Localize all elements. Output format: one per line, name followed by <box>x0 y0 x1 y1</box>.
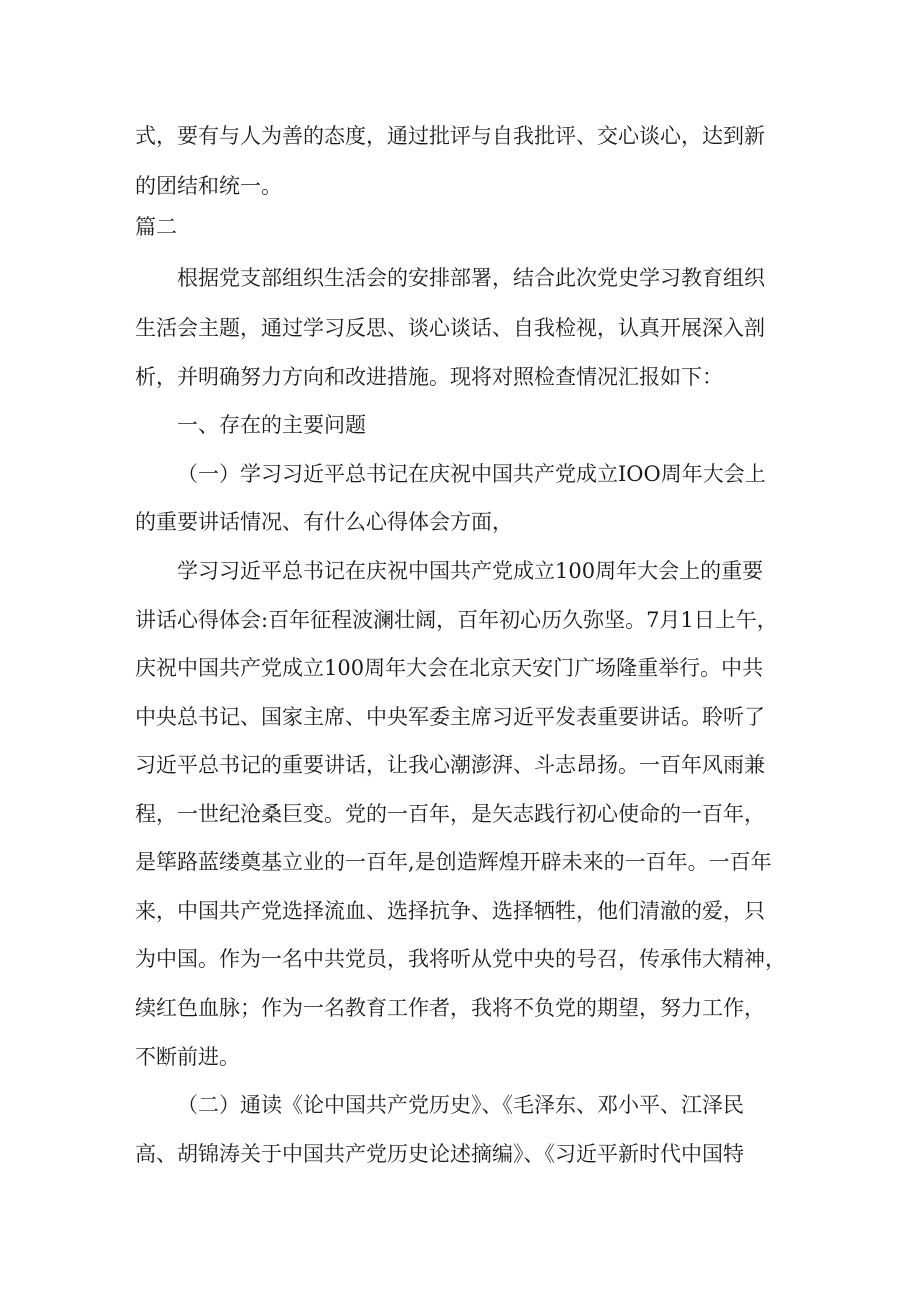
text-line: 生活会主题，通过学习反思、谈心谈话、自我检视，认真开展深入剖 <box>135 316 765 340</box>
text-line: 中央总书记、国家主席、中央军委主席习近平发表重要讲话。聆听了 <box>135 705 765 729</box>
text-line: 不断前进。 <box>135 1045 240 1069</box>
text-line: 的团结和统一。 <box>135 174 282 198</box>
text-line: 析，并明确努力方向和改进措施。现将对照检查情况汇报如下： <box>135 365 723 389</box>
text-line: 为中国。作为一名中共党员，我将听从党中央的号召，传承伟大精神， <box>135 947 786 971</box>
text-line: 讲话心得体会:百年征程波澜壮阔，百年初心历久弥坚。7月1日上午， <box>135 608 778 632</box>
text-line: 续红色血脉；作为一名教育工作者，我将不负党的期望，努力工作， <box>135 996 765 1020</box>
section-heading: 篇二 <box>135 215 177 239</box>
text-line: 是筚路蓝缕奠基立业的一百年,是创造辉煌开辟未来的一百年。一百年 <box>135 850 772 874</box>
text-line: （一）学习习近平总书记在庆祝中国共产党成立IOO周年大会上 <box>177 462 766 486</box>
text-line: 来，中国共产党选择流血、选择抗争、选择牺牲，他们清澈的爱，只 <box>135 899 765 923</box>
text-line: 习近平总书记的重要讲话，让我心潮澎湃、斗志昂扬。一百年风雨兼 <box>135 753 765 777</box>
text-line: 式，要有与人为善的态度，通过批评与自我批评、交心谈心，达到新 <box>135 124 765 148</box>
text-line: 庆祝中国共产党成立100周年大会在北京天安门广场隆重举行。中共 <box>135 656 764 680</box>
text-line: 高、胡锦涛关于中国共产党历史论述摘编》、《习近平新时代中国特 <box>135 1142 744 1166</box>
text-line: 学习习近平总书记在庆祝中国共产党成立100周年大会上的重要 <box>177 559 764 583</box>
text-line: 程，一世纪沧桑巨变。党的一百年，是矢志践行初心使命的一百年， <box>135 802 765 826</box>
subsection-heading: 一、存在的主要问题 <box>177 413 366 437</box>
text-line: 根据党支部组织生活会的安排部署，结合此次党史学习教育组织 <box>177 266 765 290</box>
text-line: 的重要讲话情况、有什么心得体会方面， <box>135 510 513 534</box>
text-line: （二）通读《论中国共产党历史》、《毛泽东、邓小平、江泽民 <box>177 1093 744 1117</box>
